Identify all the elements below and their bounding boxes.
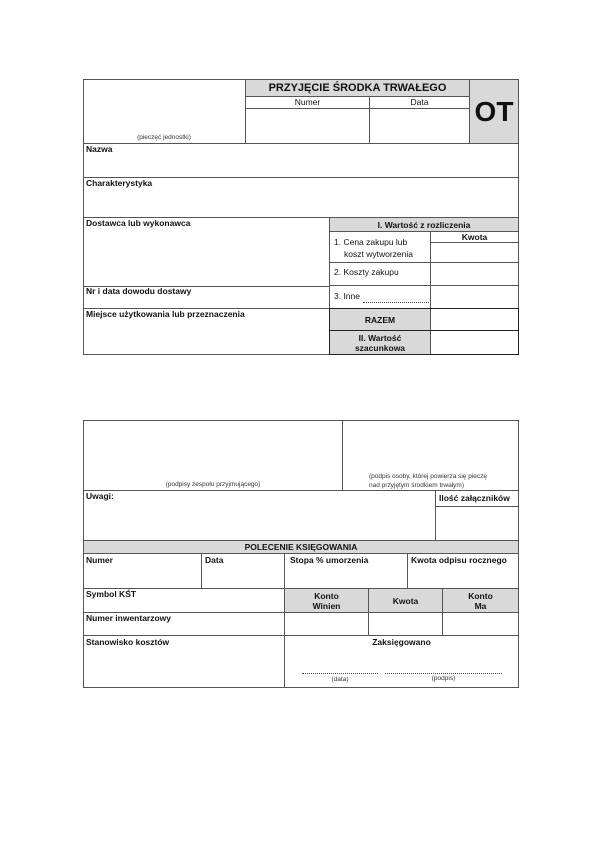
booking-date-field[interactable] [202, 566, 283, 588]
characteristics-label: Charakterystyka [86, 178, 153, 188]
name-label: Nazwa [86, 144, 113, 154]
delivery-doc-field[interactable] [84, 296, 328, 308]
attachments-field[interactable] [436, 507, 518, 540]
posted-label: Zaksięgowano [372, 637, 431, 647]
estimated-value-label: II. Wartość szacunkowa [330, 331, 430, 354]
purchase-price-label: 1. Cena zakupu lub koszt wytworzenia [334, 237, 413, 259]
characteristics-field[interactable] [84, 189, 518, 217]
kst-symbol-field[interactable] [84, 600, 283, 612]
booking-amount-header: Kwota [369, 589, 442, 612]
valuation-header: I. Wartość z rozliczenia [330, 218, 518, 231]
depreciation-rate-field[interactable] [285, 566, 406, 588]
remarks-field[interactable] [84, 502, 434, 539]
annual-writeoff-label: Kwota odpisu rocznego [411, 555, 507, 565]
inventory-number-label: Numer inwentarzowy [86, 613, 172, 623]
purchase-price-amount[interactable] [431, 243, 518, 262]
posted-signature-line[interactable] [385, 673, 502, 674]
other-costs-label: 3. Inne [334, 291, 360, 301]
total-label: RAZEM [330, 309, 430, 330]
remarks-label: Uwagi: [86, 491, 114, 501]
other-costs-amount[interactable] [431, 286, 518, 308]
supplier-field[interactable] [84, 229, 328, 285]
credit-account-header: Konto Ma [443, 589, 518, 612]
usage-place-label: Miejsce użytkowania lub przeznaczenia [86, 309, 245, 319]
committee-signatures-field[interactable] [84, 421, 342, 489]
credit-account-field[interactable] [443, 613, 518, 635]
number-field[interactable] [246, 109, 369, 143]
delivery-doc-label: Nr i data dowodu dostawy [86, 286, 192, 296]
stamp-caption: (pieczęć jednostki) [137, 134, 191, 141]
other-costs-line [363, 302, 429, 303]
usage-place-field[interactable] [84, 320, 328, 354]
booking-number-label: Numer [86, 555, 113, 565]
custodian-signature-caption: (podpis osoby, której powierza się pieczę nad przyjętym środkiem trwałym) [369, 473, 488, 489]
cost-center-label: Stanowisko kosztów [86, 637, 170, 647]
name-field[interactable] [84, 155, 518, 177]
booking-number-field[interactable] [84, 566, 200, 588]
date-label: Data [410, 97, 429, 107]
debit-account-field[interactable] [285, 613, 368, 635]
inventory-number-field[interactable] [84, 624, 283, 635]
total-amount[interactable] [431, 309, 518, 330]
depreciation-rate-label: Stopa % umorzenia [290, 555, 369, 565]
estimated-value-amount[interactable] [431, 331, 518, 354]
debit-account-header: Konto Winien [285, 589, 368, 612]
attachments-label: Ilość załączników [439, 493, 510, 503]
date-field[interactable] [370, 109, 469, 143]
posted-date-caption: (data) [331, 676, 349, 683]
supplier-label: Dostawca lub wykonawca [86, 218, 191, 228]
kst-symbol-label: Symbol KŚT [86, 589, 137, 599]
amount-header: Kwota [461, 232, 488, 242]
form-title: PRZYJĘCIE ŚRODKA TRWAŁEGO [246, 80, 469, 96]
number-label: Numer [294, 97, 321, 107]
doc-code: OT [470, 80, 518, 143]
annual-writeoff-field[interactable] [408, 566, 518, 588]
booking-amount-field[interactable] [369, 613, 442, 635]
cost-center-field[interactable] [84, 648, 283, 687]
committee-signatures-caption: (podpisy zespołu przyjmującego) [165, 481, 261, 488]
purchase-costs-amount[interactable] [431, 263, 518, 285]
posted-date-line[interactable] [302, 673, 378, 674]
purchase-costs-label: 2. Koszty zakupu [334, 267, 399, 277]
booking-header: POLECENIE KSIĘGOWANIA [84, 541, 518, 553]
posted-signature-caption: (podpis) [431, 675, 456, 682]
booking-date-label: Data [205, 555, 224, 565]
